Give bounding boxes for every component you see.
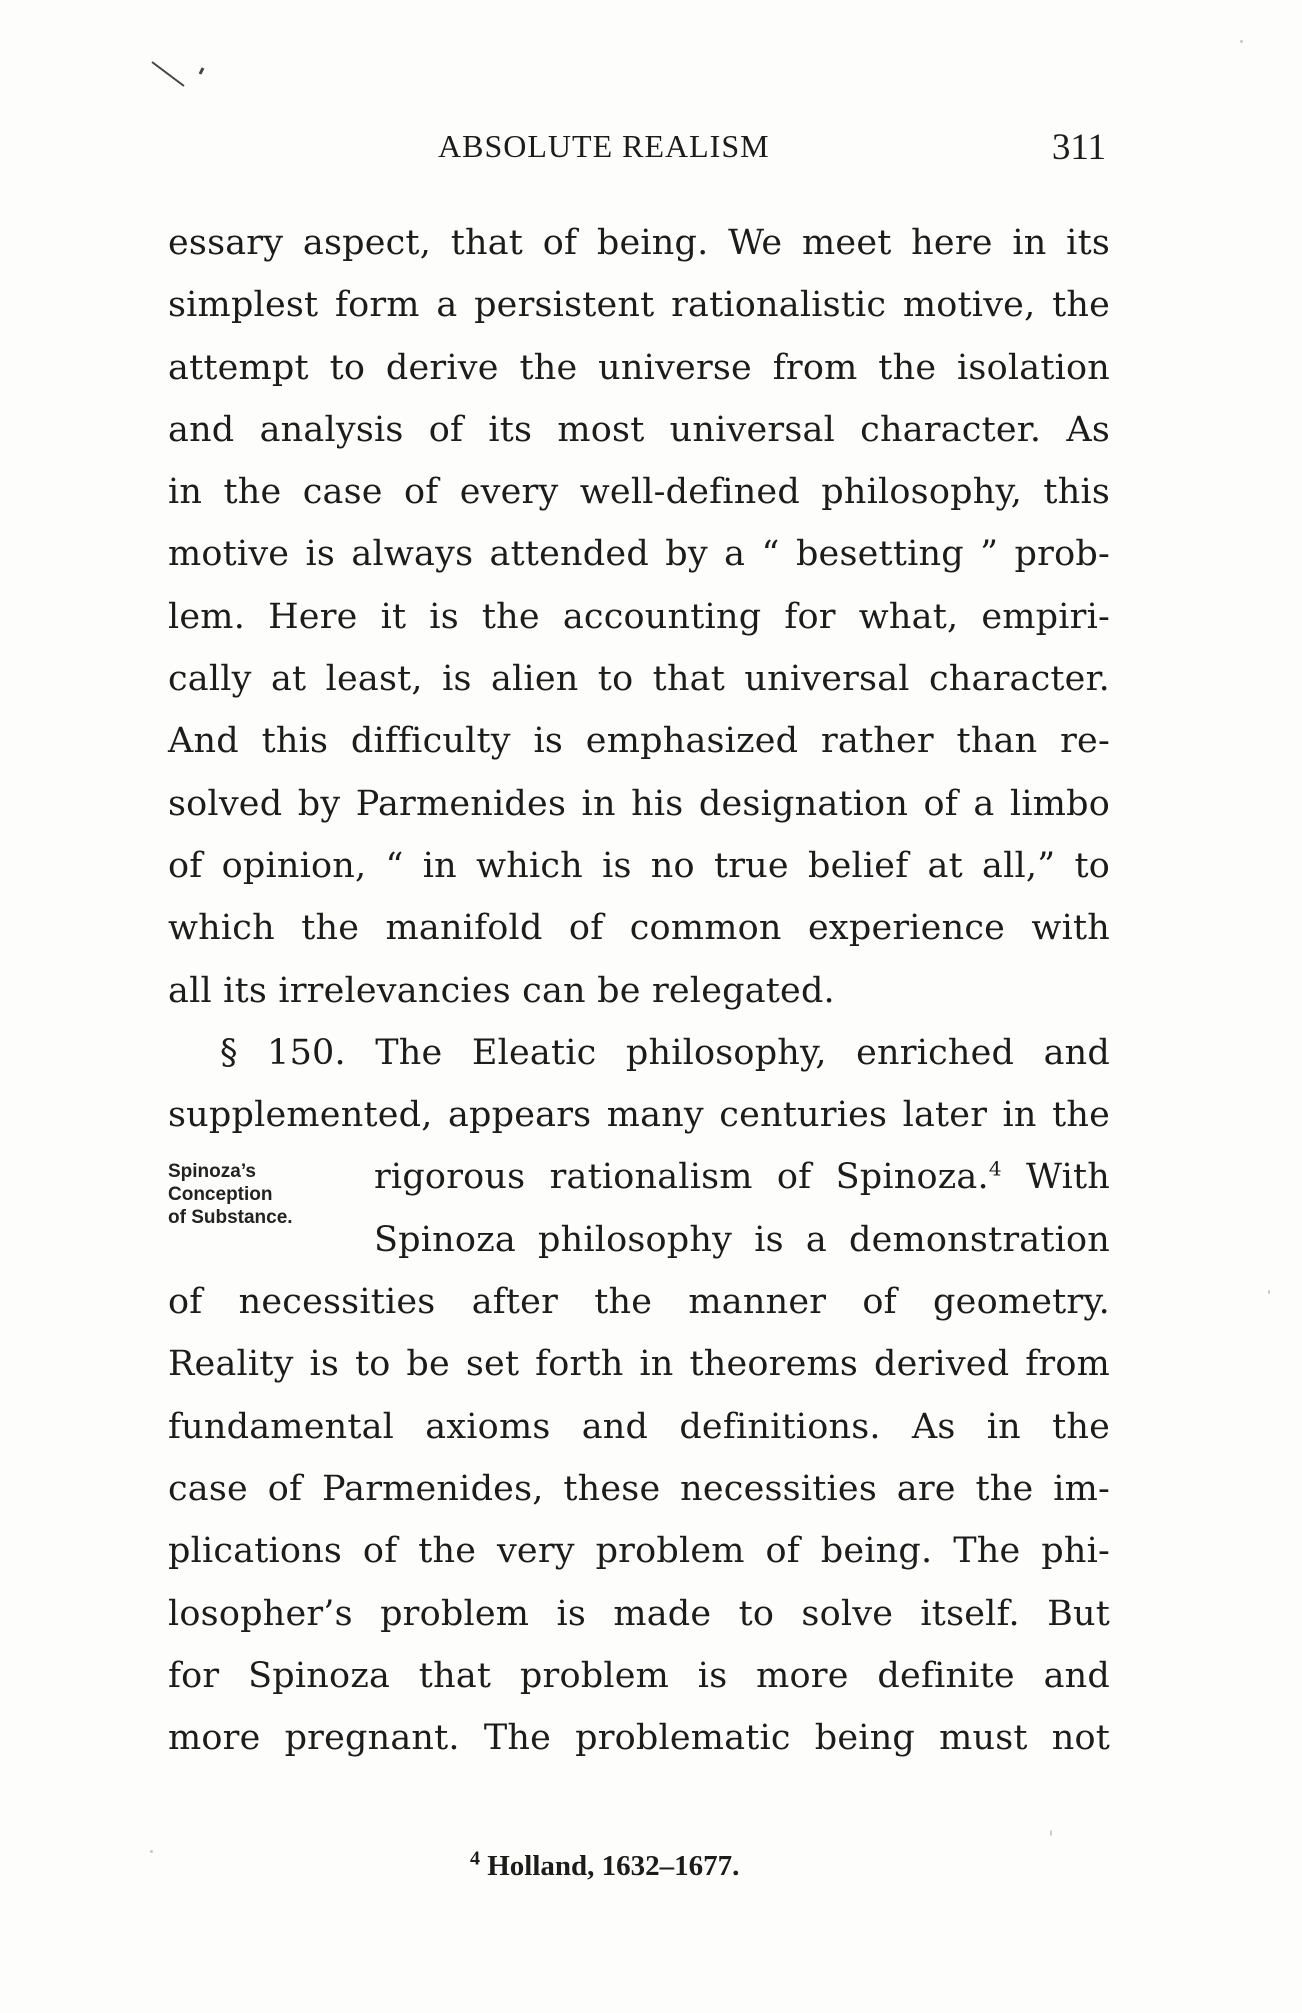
paper-speck <box>1268 1290 1270 1294</box>
text-line: of necessities after the manner of geometry. <box>168 1282 1110 1323</box>
text-line: Spinoza philosophy is a demonstration <box>374 1219 1110 1260</box>
body-text <box>168 212 1110 1769</box>
footnote-marker: 4 <box>470 1847 480 1870</box>
page-number: 311 <box>1051 127 1106 168</box>
running-title: ABSOLUTE REALISM <box>438 128 770 164</box>
paragraph-2 <box>168 1022 1110 1770</box>
footnote-reference[interactable]: 4 <box>988 1156 1002 1181</box>
text-line: motive is always attended by a “ besetting ” prob- <box>168 534 1110 575</box>
running-head <box>170 128 1110 168</box>
text-line: of opinion, “ in which is no true belief at all,” to <box>168 845 1110 886</box>
section-150-opening: § 150. The Eleatic philosophy, enriched and <box>220 1032 1110 1073</box>
margin-note-line: of Substance. <box>168 1207 293 1228</box>
text-line: case of Parmenides, these necessities are the im- <box>168 1468 1110 1509</box>
paper-speck <box>1050 1830 1052 1836</box>
text-line: plications of the very problem of being. The phi- <box>168 1531 1110 1572</box>
paper-speck <box>1240 40 1243 43</box>
text-line: for Spinoza that problem is more definite and <box>168 1655 1110 1696</box>
footnote-text: Holland, 1632–1677. <box>480 1850 740 1882</box>
text-line: Reality is to be set forth in theorems derived from <box>168 1344 1110 1385</box>
text-line: which the manifold of common experience with <box>168 908 1110 949</box>
text-line: solved by Parmenides in his designation of a limbo <box>168 783 1110 824</box>
text-line: cally at least, is alien to that universal character. <box>168 659 1110 700</box>
paragraph-1 <box>168 212 1110 1022</box>
text-line: losopher’s problem is made to solve itself. But <box>168 1593 1110 1634</box>
text-line: essary aspect, that of being. We meet here in its <box>168 223 1110 263</box>
text-fragment: With <box>1001 1157 1110 1198</box>
text-line: fundamental axioms and definitions. As in the <box>168 1406 1110 1447</box>
margin-note-line: Spinoza’s <box>168 1161 256 1182</box>
text-line: all its irrelevancies can be relegated. <box>168 970 835 1011</box>
margin-note-line: Conception <box>168 1184 273 1205</box>
text-line <box>168 1146 1110 1208</box>
text-line: lem. Here it is the accounting for what, empiri- <box>168 596 1110 637</box>
text-line: more pregnant. The problematic being must not <box>168 1718 1110 1759</box>
margin-note <box>168 1160 293 1229</box>
text-line: attempt to derive the universe from the isolation <box>168 347 1110 388</box>
paper-speck <box>150 1850 153 1853</box>
text-line: simplest form a persistent rationalistic motive, the <box>168 285 1110 326</box>
text-line: in the case of every well-defined philosophy, this <box>168 472 1110 513</box>
footnote <box>470 1847 740 1883</box>
text-fragment: rigorous rationalism of Spinoza. <box>374 1157 989 1198</box>
pencil-mark <box>150 58 220 92</box>
text-line: And this difficulty is emphasized rather than re- <box>168 721 1110 762</box>
text-line: and analysis of its most universal character. As <box>168 409 1110 450</box>
text-line: supplemented, appears many centuries later in the <box>168 1095 1110 1136</box>
